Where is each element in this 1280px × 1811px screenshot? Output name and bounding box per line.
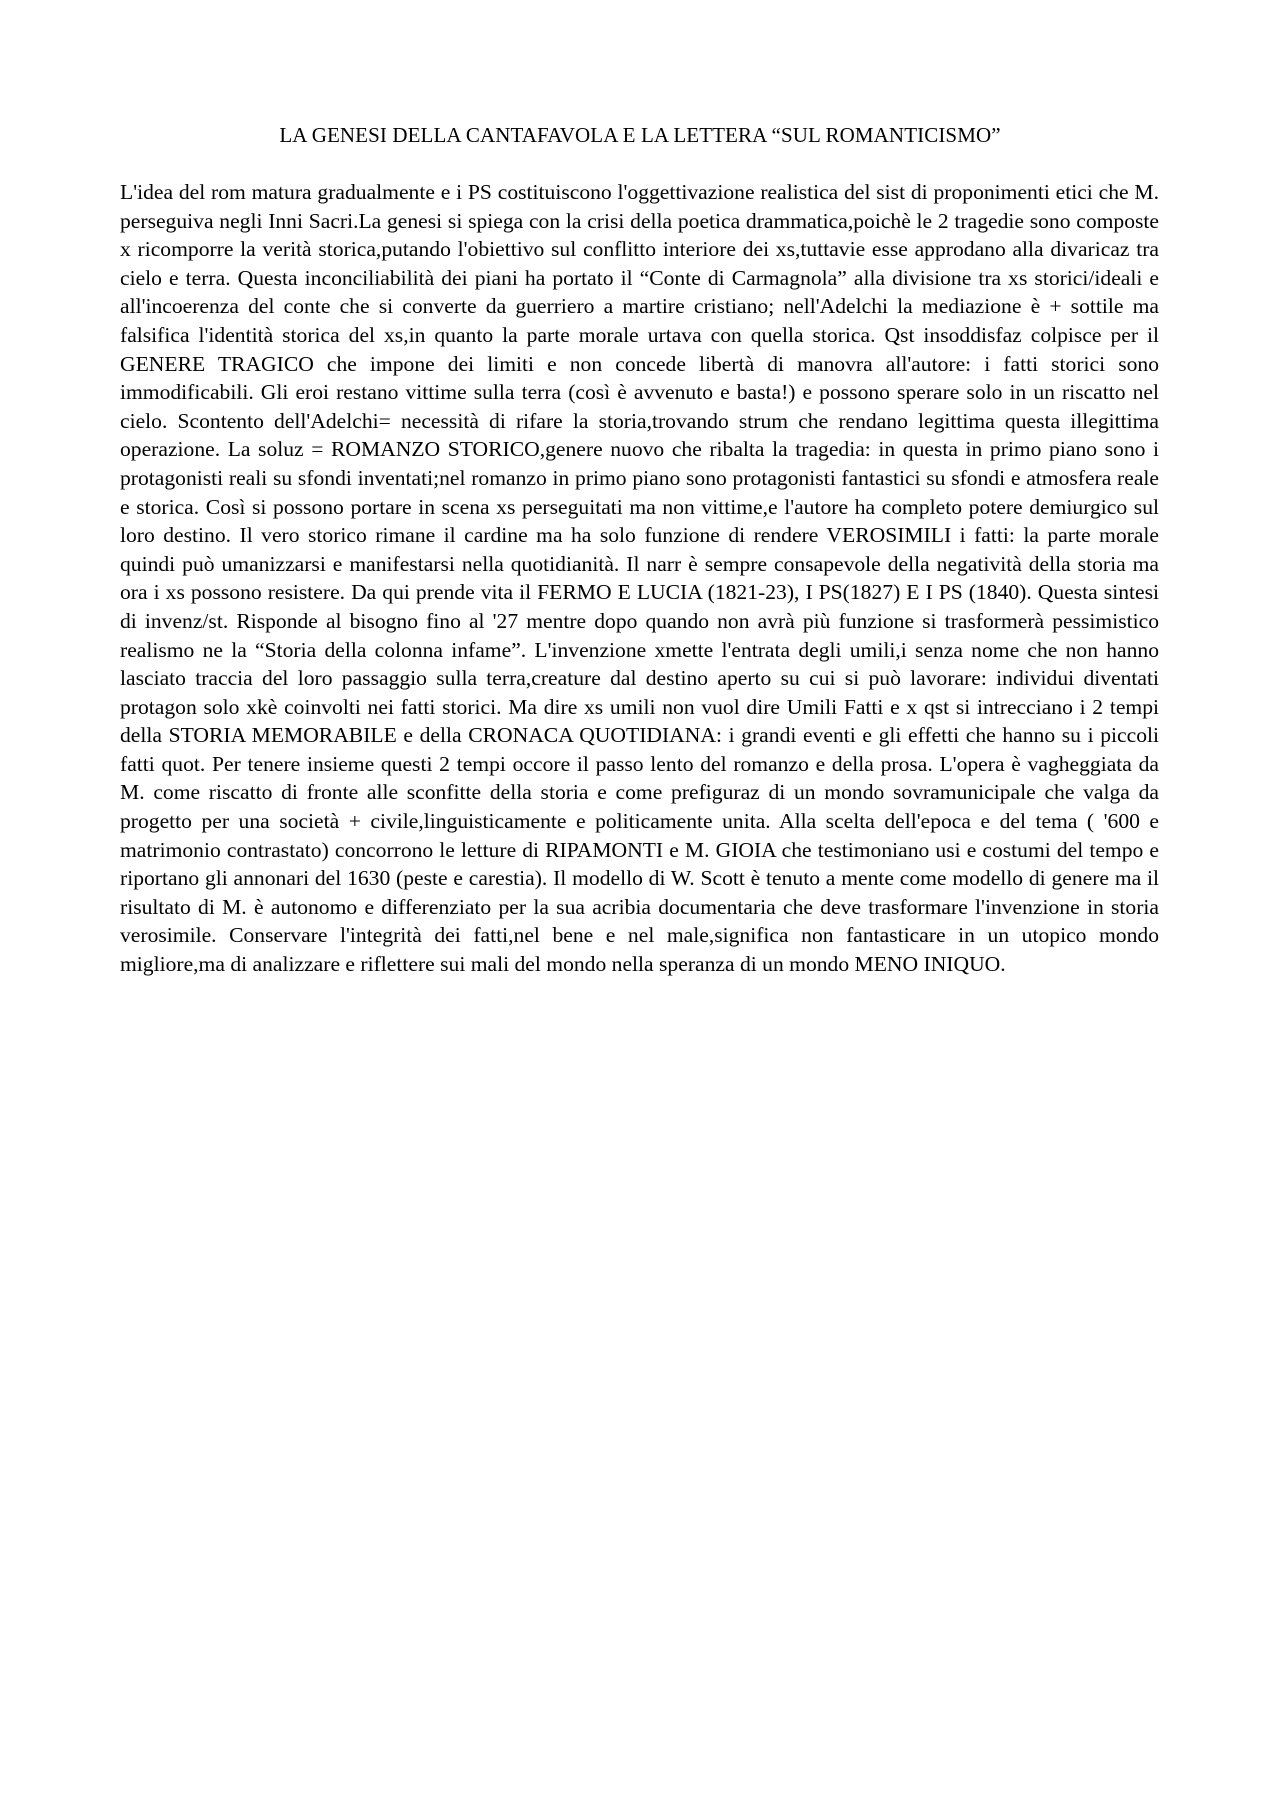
document-body: L'idea del rom matura gradualmente e i PS costituiscono l'oggettivazione realistica del sist di proponimenti etici che M. perseguiva negli Inni Sacri.La genesi si spiega con la crisi della poetica drammatica,poichè le 2 tragedie sono composte x ricomporre la verità storica,putando l'obiettivo sul conflitto interiore dei xs,tuttavie esse approdano alla divaricaz tra cielo e terra. Questa inconciliabilità dei piani ha portato il “Conte di Carmagnola” alla divisione tra xs storici/ideali e all'incoerenza del conte che si converte da guerriero a martire cristiano; nell'Adelchi la mediazione è + sottile ma falsifica l'identità storica del xs,in quanto la parte morale urtava con quella storica. Qst insoddisfaz colpisce per il GENERE TRAGICO che impone dei limiti e non concede libertà di manovra all'autore: i fatti storici sono immodificabili. Gli eroi restano vittime sulla terra (così è avvenuto e basta!) e possono sperare solo in un riscatto nel cielo. Scontento dell'Adelchi= necessità di rifare la storia,trovando strum che rendano legittima questa illegittima operazione. La soluz = ROMANZO STORICO,genere nuovo che ribalta la tragedia: in questa in primo piano sono i protagonisti reali su sfondi inventati;nel romanzo in primo piano sono protagonisti fantastici su sfondi e atmosfera reale e storica. Così si possono portare in scena xs perseguitati ma non vittime,e l'autore ha completo potere demiurgico sul loro destino. Il vero storico rimane il cardine ma ha solo funzione di rendere VEROSIMILI i fatti: la parte morale quindi può umanizzarsi e manifestarsi nella quotidianità. Il narr è sempre consapevole della negatività della storia ma ora i xs possono resistere. Da qui prende vita il FERMO E LUCIA (1821-23), I PS(1827) E I PS (1840). Questa sintesi di invenz/st. Risponde al bisogno fino al '27 mentre dopo quando non avrà più funzione si trasformerà pessimistico realismo ne la “Storia della colonna infame”. L'invenzione xmette l'entrata degli umili,i senza nome che non hanno lasciato traccia del loro passaggio sulla terra,creature dal destino aperto su cui si può lavorare: individui diventati protagon solo xkè coinvolti nei fatti storici. Ma dire xs umili non vuol dire Umili Fatti e x qst si intrecciano i 2 tempi della STORIA MEMORABILE e della CRONACA QUOTIDIANA: i grandi eventi e gli effetti che hanno su i piccoli fatti quot. Per tenere insieme questi 2 tempi occore il passo lento del romanzo e della prosa. L'opera è vagheggiata da M. come riscatto di fronte alle sconfitte della storia e come prefiguraz di un mondo sovramunicipale che valga da progetto per una società + civile,linguisticamente e politicamente unita. Alla scelta dell'epoca e del tema ( '600 e matrimonio contrastato) concorrono le letture di RIPAMONTI e M. GIOIA che testimoniano usi e costumi del tempo e riportano gli annonari del 1630 (peste e carestia). Il modello di W. Scott è tenuto a mente come modello di genere ma il risultato di M. è autonomo e differenziato per la sua acribia documentaria che deve trasformare l'invenzione in storia verosimile. Conservare l'integrità dei fatti,nel bene e nel male,significa non fantasticare in un utopico mondo migliore,ma di analizzare e riflettere sui mali del mondo nella speranza di un mondo MENO INIQUO. (120, 180, 1159, 977)
document-title: LA GENESI DELLA CANTAFAVOLA E LA LETTERA “SUL ROMANTICISMO” (279, 123, 1001, 147)
